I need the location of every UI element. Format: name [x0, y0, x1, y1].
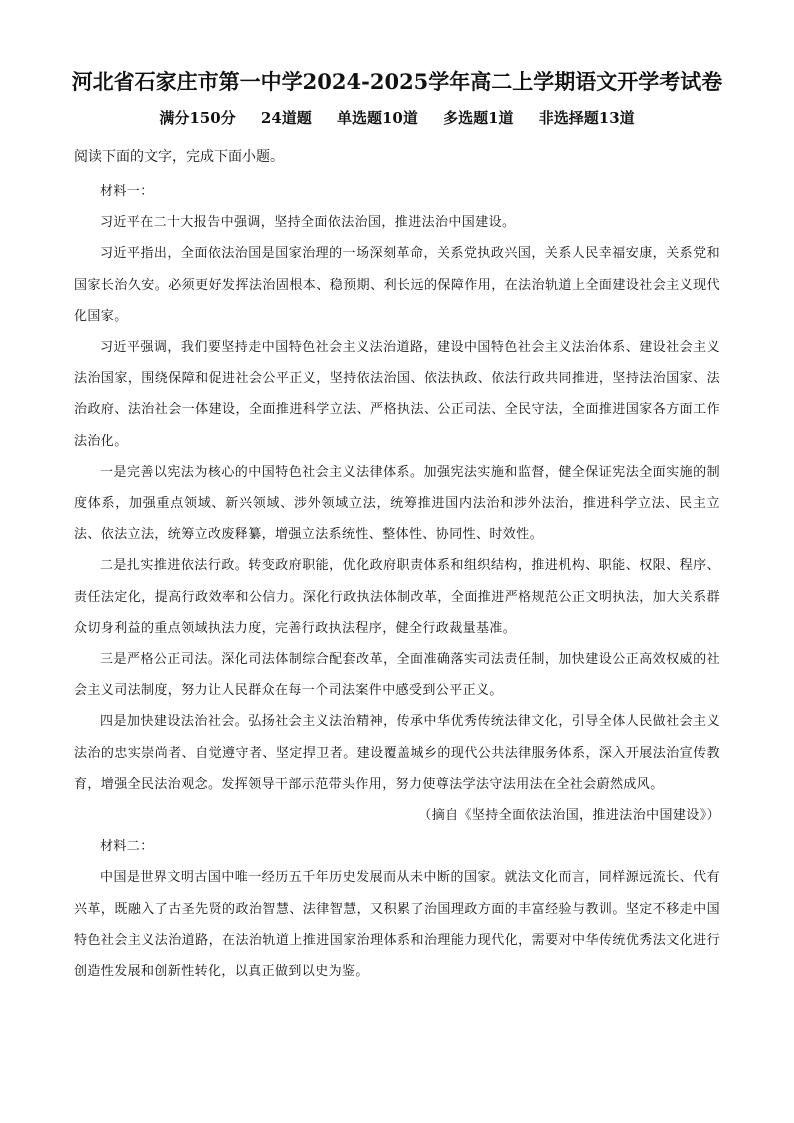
material-one-paragraph: 习近平在二十大报告中强调，坚持全面依法治国，推进法治中国建设。 [100, 215, 516, 231]
multi-choice-count: 多选题1道 [443, 109, 514, 127]
exam-meta [0, 107, 794, 128]
material-one-paragraph: 习近平指出，全面依法治国是国家治理的一场深刻革命，关系党执政兴国，关系人民幸福安康，关系党和国家长治久安。必须更好发挥法治固根本、稳预期、利长远的保障作用，在法治轨道上全面建设社会主义现代化国家。 [74, 246, 720, 324]
material-one-paragraph: 四是加快建设法治社会。弘扬社会主义法治精神，传承中华优秀传统法律文化，引导全体人民做社会主义法治的忠实崇尚者、自觉遵守者、坚定捍卫者。建设覆盖城乡的现代公共法律服务体系，深入开展法治宣传教育，增强全民法治观念。发挥领导干部示范带头作用，努力使尊法学法守法用法在全社会蔚然成风。 [74, 714, 720, 792]
reading-material [74, 176, 720, 987]
material-two-label: 材料二： [100, 839, 154, 855]
single-choice-count: 单选题10道 [337, 109, 418, 127]
page-title: 河北省石家庄市第一中学2024-2025学年高二上学期语文开学考试卷 [71, 69, 723, 94]
material-one-paragraph: 习近平强调，我们要坚持走中国特色社会主义法治道路，建设中国特色社会主义法治体系、建设社会主义法治国家，围绕保障和促进社会公平正义，坚持依法治国、依法执政、依法行政共同推进，坚持法治国家、法治政府、法治社会一体建设，全面推进科学立法、严格执法、公正司法、全民守法，全面推进国家各方面工作法治化。 [74, 340, 720, 449]
reading-instruction: 阅读下面的文字，完成下面小题。 [74, 149, 284, 165]
material-one-label: 材料一： [100, 184, 154, 199]
material-one-paragraph: 一是完善以宪法为核心的中国特色社会主义法律体系。加强宪法实施和监督，健全保证宪法全面实施的制度体系，加强重点领域、新兴领域、涉外领域立法，统筹推进国内法治和涉外法治，推进科学立法、民主立法、依法立法，统筹立改废释纂，增强立法系统性、整体性、协同性、时效性。 [74, 464, 720, 543]
material-one-source: （摘自《坚持全面依法治国，推进法治中国建设》） [418, 808, 720, 824]
material-one-paragraph: 三是严格公正司法。深化司法体制综合配套改革，全面准确落实司法责任制，加快建设公正高效权威的社会主义司法制度，努力让人民群众在每一个司法案件中感受到公平正义。 [74, 652, 720, 699]
question-count: 24道题 [260, 109, 312, 127]
non-choice-count: 非选择题13道 [538, 109, 635, 127]
material-one-paragraph: 二是扎实推进依法行政。转变政府职能，优化政府职责体系和组织结构，推进机构、职能、权限、程序、责任法定化，提高行政效率和公信力。深化行政执法体制改革，全面推进严格规范公正文明执法，加大关系群众切身利益的重点领域执法力度，完善行政执法程序，健全行政裁量基准。 [74, 558, 720, 636]
material-two-paragraph: 中国是世界文明古国中唯一经历五千年历史发展而从未中断的国家。就法文化而言，同样源远流长、代有兴革，既融入了古圣先贤的政治智慧、法律智慧，又积累了治国理政方面的丰富经验与教训。坚定不移走中国特色社会主义法治道路，在法治轨道上推进国家治理体系和治理能力现代化，需要对中华传统优秀法文化进行创造性发展和创新性转化，以真正做到以史为鉴。 [74, 870, 720, 980]
total-score: 满分150分 [159, 109, 236, 127]
